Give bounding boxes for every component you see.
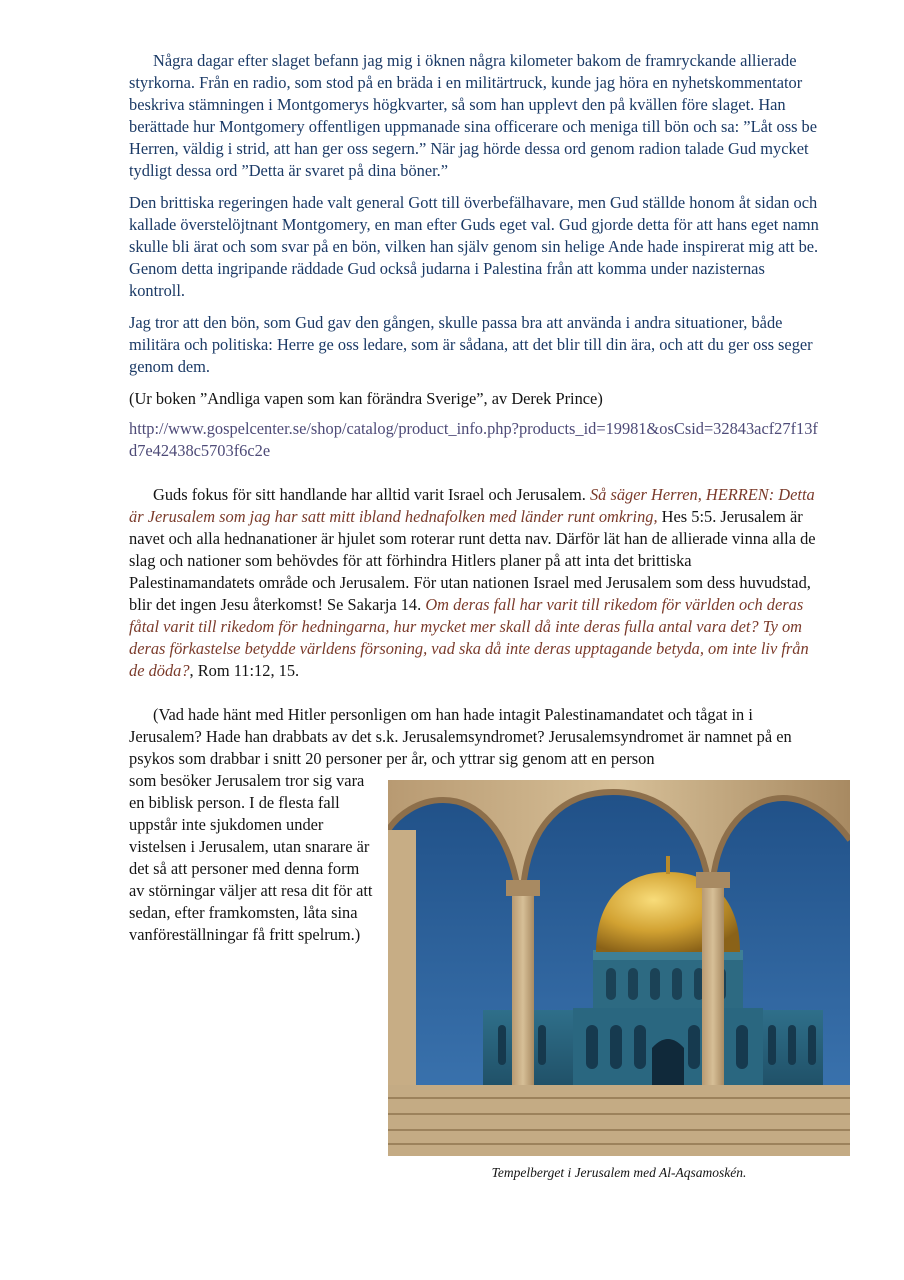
source-citation: (Ur boken ”Andliga vapen som kan förändra Sverige”, av Derek Prince) (129, 389, 603, 408)
figure-section (129, 770, 819, 1180)
document-page (129, 50, 819, 1180)
body-text-1: Guds fokus för sitt handlande har alltid varit Israel och Jerusalem. (153, 485, 590, 504)
body-paragraph-israel (129, 484, 819, 682)
verse-hesekiel: Så säger Herren, HERREN: Detta är Jerusalem som jag har satt mitt ibland hednafolken med länder runt omkring, (129, 485, 815, 526)
source-link[interactable]: http://www.gospelcenter.se/shop/catalog/product_info.php?products_id=19981&osCsid=32843acf27f13fd7e42438c5703f6c2e (129, 419, 818, 460)
figure-caption: Tempelberget i Jerusalem med Al-Aqsamoskén. (491, 1165, 747, 1180)
body-text-2: Hes 5:5. Jerusalem är navet och alla hednanationer är hjulet som roterar runt detta nav. Därför lät han de allierade vinna alla de slag och nationer som behövdes för att förhindra Hitlers planer på att inta det brittiska Palestinamandatets område och Jerusalem. För utan nationen Israel med Jerusalem som dess huvudstad, blir det ingen Jesu återkomst! Se Sakarja 14. (129, 507, 816, 614)
body-paragraph-syndrome-side: som besöker Jerusalem tror sig vara en biblisk person. I de flesta fall uppstår inte sjukdomen under vistelsen i Jerusalem, utan snarare är det så att personer med denna form av störningar väljer att resa dit för att sedan, efter framkomsten, låta sina vanföreställningar få fritt spelrum.) (129, 771, 373, 944)
quote-paragraph-2: Den brittiska regeringen hade valt general Gott till överbefälhavare, men Gud ställde honom åt sidan och kallade överstelöjtnant Montgomery, en man efter Guds eget val. Gud gjorde detta för att hans eget namn skulle bli ärat och som svar på en bön, vilken han själv genom sin helige Ande hade inspirerat mig att be. Genom detta ingripande räddade Gud också judarna i Palestina från att komma under nazisternas kontroll. (129, 193, 819, 300)
dome-of-the-rock-photo (388, 780, 850, 1156)
quote-paragraph-3: Jag tror att den bön, som Gud gav den gången, skulle passa bra att använda i andra situationer, både militära och politiska: Herre ge oss ledare, som är sådana, att det blir till din ära, och att du ger oss seger genom dem. (129, 313, 813, 376)
body-paragraph-syndrome-lead: (Vad hade hänt med Hitler personligen om han hade intagit Palestinamandatet och tågat in i Jerusalem? Hade han drabbats av det s.k. Jerusalemsyndromet? Jerusalemsyndromet är namnet på en psykos som drabbar i snitt 20 personer per år, och yttrar sig genom att en person (129, 705, 792, 768)
body-text-3: , Rom 11:12, 15. (189, 661, 300, 680)
quote-paragraph-1: Några dagar efter slaget befann jag mig i öknen några kilometer bakom de framryckande allierade styrkorna. Från en radio, som stod på en bräda i en militärtruck, kunde jag höra en nyhetskommentator beskriva stämningen i Montgomerys högkvarter, så som han upplevt den på kvällen före slaget. Han berättade hur Montgomery offentligen uppmanade sina officerare och meniga till bön och sa: ”Låt oss be Herren, väldig i strid, att han ger oss segern.” När jag hörde dessa ord genom radion talade Gud mycket tydligt dessa ord ”Detta är svaret på dina böner.” (129, 51, 818, 180)
verse-romans: Om deras fall har varit till rikedom för världen och deras fåtal varit till rikedom för hedningarna, hur mycket mer skall då inte deras fulla antal vara det? Ty om deras förkastelse betydde världens försoning, vad ska då inte deras upptagande betyda, om inte liv från de döda? (129, 595, 809, 680)
